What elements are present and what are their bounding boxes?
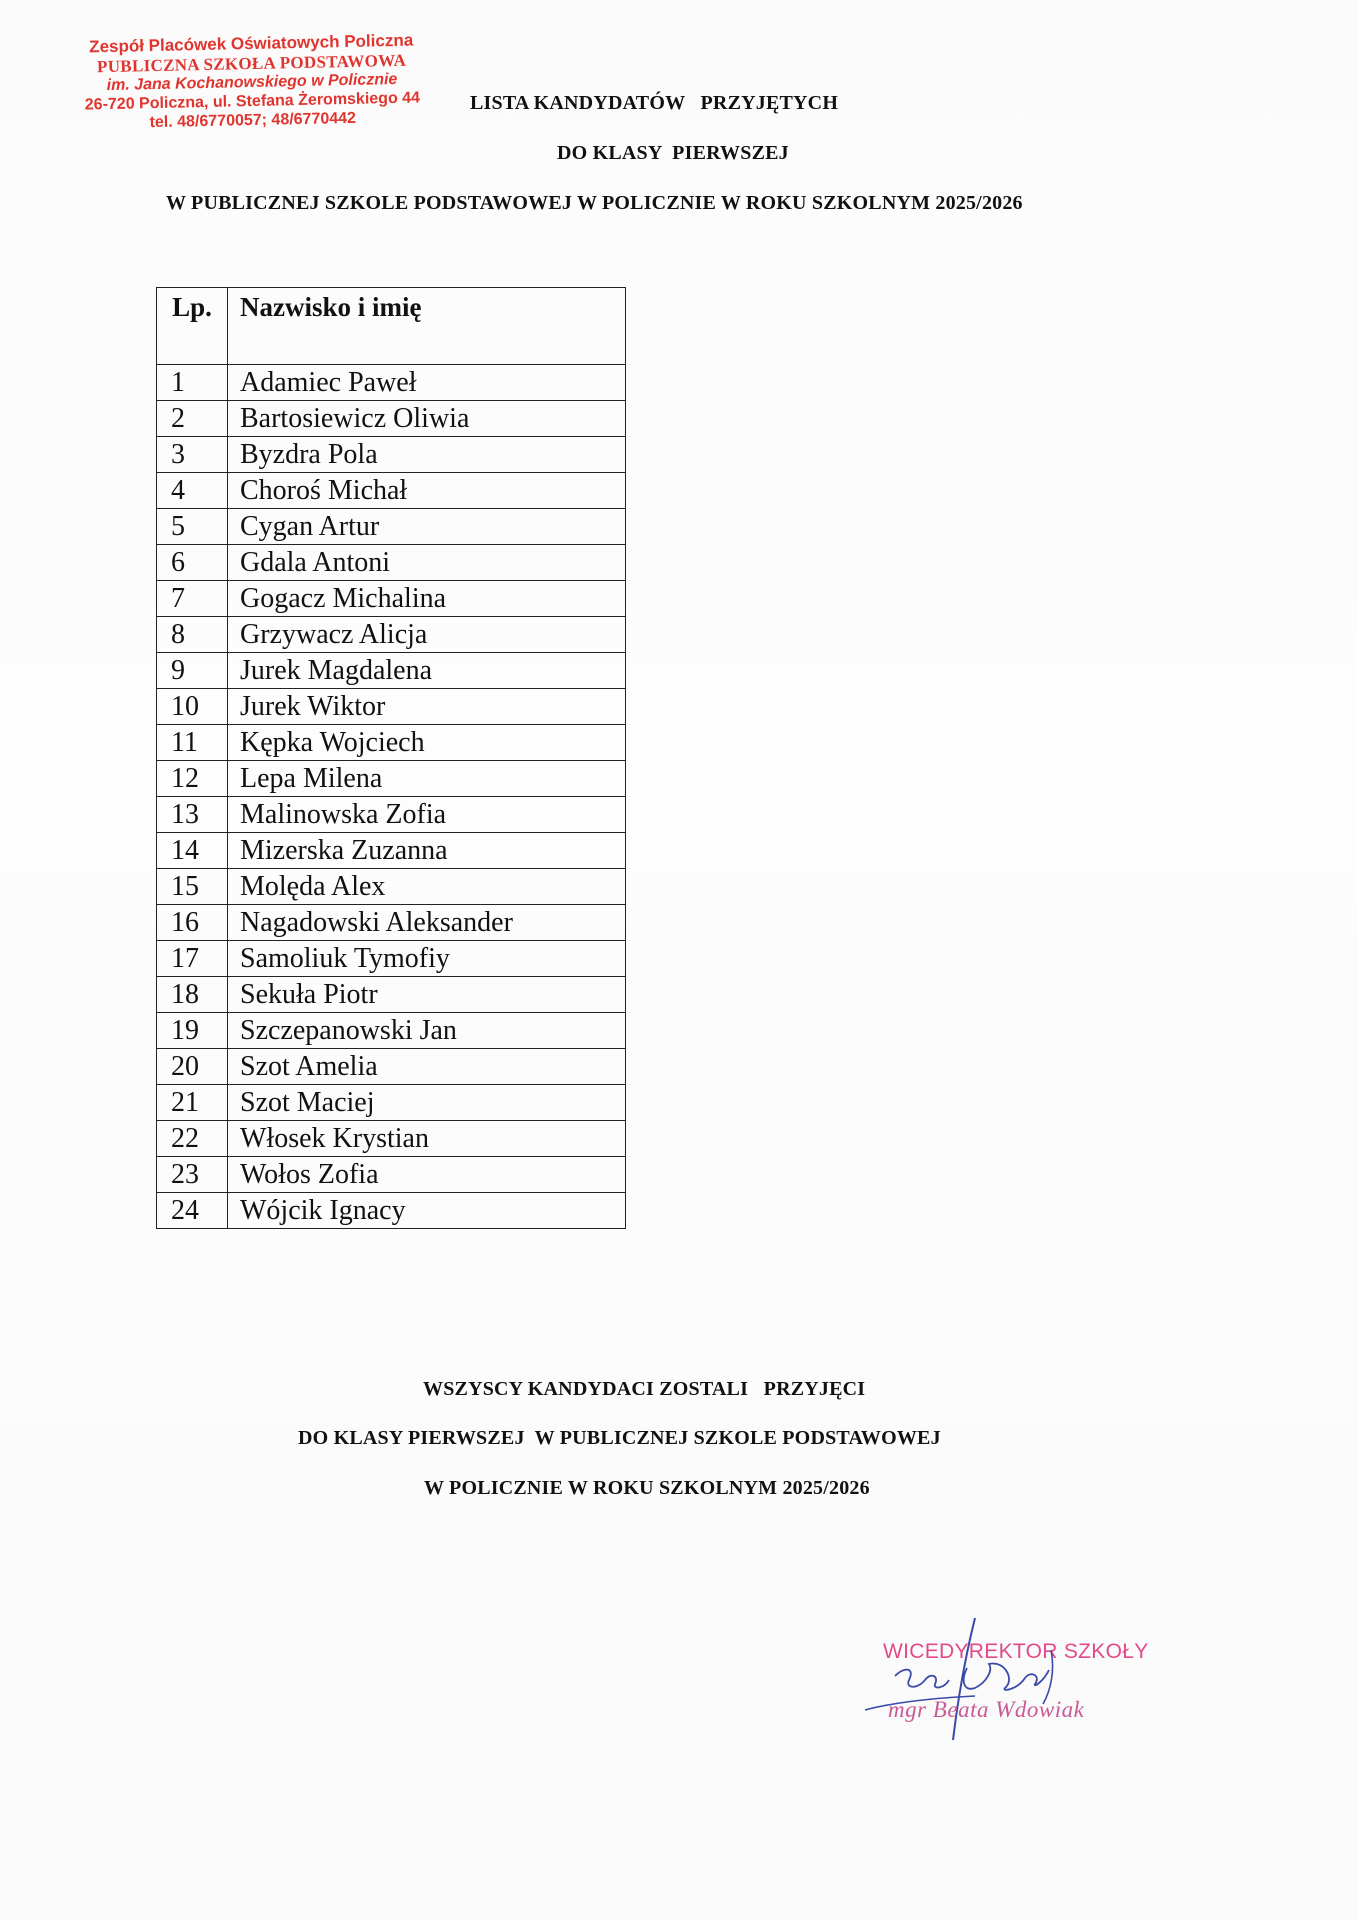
- table-row: [157, 473, 626, 509]
- page-title: LISTA KANDYDATÓW PRZYJĘTYCH: [470, 92, 839, 114]
- candidates-table: [156, 287, 626, 1229]
- row-number: 24: [157, 1193, 228, 1229]
- table-row: [157, 1085, 626, 1121]
- table-row: [157, 761, 626, 797]
- table-row: [157, 725, 626, 761]
- row-number: 10: [157, 689, 228, 725]
- row-number: 19: [157, 1013, 228, 1049]
- candidate-name: Włosek Krystian: [228, 1121, 626, 1157]
- row-number: 5: [157, 509, 228, 545]
- page-subtitle-school: W PUBLICZNEJ SZKOLE PODSTAWOWEJ W POLICZNIE W ROKU SZKOLNYM 2025/2026: [166, 192, 1023, 214]
- row-number: 13: [157, 797, 228, 833]
- footer-line-1: WSZYSCY KANDYDACI ZOSTALI PRZYJĘCI: [423, 1378, 866, 1400]
- row-number: 14: [157, 833, 228, 869]
- table-row: [157, 365, 626, 401]
- table-row: [157, 1121, 626, 1157]
- table-row: [157, 509, 626, 545]
- table-row: [157, 833, 626, 869]
- column-header-lp: Lp.: [157, 288, 228, 365]
- candidate-name: Gdala Antoni: [228, 545, 626, 581]
- signature-title-stamp: WICEDYREKTOR SZKOŁY: [883, 1640, 1149, 1663]
- school-stamp: [61, 30, 443, 135]
- stamp-line-school: PUBLICZNA SZKOŁA PODSTAWOWA: [96, 50, 407, 77]
- page-subtitle: DO KLASY PIERWSZEJ: [557, 142, 789, 164]
- row-number: 2: [157, 401, 228, 437]
- table-row: [157, 869, 626, 905]
- row-number: 3: [157, 437, 228, 473]
- table-header-row: [157, 288, 626, 365]
- table-row: [157, 905, 626, 941]
- stamp-line-institution: Zespół Placówek Oświatowych Policzna: [88, 30, 414, 57]
- row-number: 18: [157, 977, 228, 1013]
- row-number: 8: [157, 617, 228, 653]
- table-row: [157, 617, 626, 653]
- row-number: 11: [157, 725, 228, 761]
- candidate-name: Adamiec Paweł: [228, 365, 626, 401]
- table-row: [157, 941, 626, 977]
- candidate-name: Samoliuk Tymofiy: [228, 941, 626, 977]
- signature-name: mgr Beata Wdowiak: [888, 1697, 1085, 1722]
- candidate-name: Nagadowski Aleksander: [228, 905, 626, 941]
- column-header-name: Nazwisko i imię: [228, 288, 626, 365]
- row-number: 21: [157, 1085, 228, 1121]
- table-row: [157, 1157, 626, 1193]
- table-row: [157, 1193, 626, 1229]
- row-number: 20: [157, 1049, 228, 1085]
- footer-line-3: W POLICZNIE W ROKU SZKOLNYM 2025/2026: [424, 1477, 870, 1499]
- table-row: [157, 545, 626, 581]
- row-number: 22: [157, 1121, 228, 1157]
- row-number: 23: [157, 1157, 228, 1193]
- row-number: 6: [157, 545, 228, 581]
- row-number: 16: [157, 905, 228, 941]
- row-number: 9: [157, 653, 228, 689]
- handwritten-signature: [855, 1610, 1095, 1750]
- table-row: [157, 977, 626, 1013]
- candidate-name: Bartosiewicz Oliwia: [228, 401, 626, 437]
- candidate-name: Lepa Milena: [228, 761, 626, 797]
- candidate-name: Szot Amelia: [228, 1049, 626, 1085]
- row-number: 4: [157, 473, 228, 509]
- table-row: [157, 437, 626, 473]
- row-number: 12: [157, 761, 228, 797]
- table-row: [157, 401, 626, 437]
- candidate-name: Cygan Artur: [228, 509, 626, 545]
- table-row: [157, 797, 626, 833]
- table-body: [157, 365, 626, 1229]
- candidate-name: Mizerska Zuzanna: [228, 833, 626, 869]
- stamp-line-phone: tel. 48/6770057; 48/6770442: [149, 109, 357, 131]
- table-row: [157, 689, 626, 725]
- candidate-name: Wójcik Ignacy: [228, 1193, 626, 1229]
- table-row: [157, 1049, 626, 1085]
- candidate-name: Wołos Zofia: [228, 1157, 626, 1193]
- candidate-name: Byzdra Pola: [228, 437, 626, 473]
- stamp-line-patron: im. Jana Kochanowskiego w Policznie: [106, 71, 398, 95]
- candidate-name: Jurek Wiktor: [228, 689, 626, 725]
- table-row: [157, 581, 626, 617]
- candidate-name: Jurek Magdalena: [228, 653, 626, 689]
- candidate-name: Sekuła Piotr: [228, 977, 626, 1013]
- stamp-line-address: 26-720 Policzna, ul. Stefana Żeromskiego 44: [84, 89, 421, 114]
- candidate-name: Szot Maciej: [228, 1085, 626, 1121]
- row-number: 17: [157, 941, 228, 977]
- table-row: [157, 653, 626, 689]
- candidate-name: Kępka Wojciech: [228, 725, 626, 761]
- candidate-name: Gogacz Michalina: [228, 581, 626, 617]
- row-number: 1: [157, 365, 228, 401]
- table-row: [157, 1013, 626, 1049]
- candidate-name: Malinowska Zofia: [228, 797, 626, 833]
- row-number: 7: [157, 581, 228, 617]
- candidate-name: Choroś Michał: [228, 473, 626, 509]
- candidate-name: Molęda Alex: [228, 869, 626, 905]
- row-number: 15: [157, 869, 228, 905]
- footer-line-2: DO KLASY PIERWSZEJ W PUBLICZNEJ SZKOLE PODSTAWOWEJ: [298, 1427, 941, 1449]
- candidate-name: Szczepanowski Jan: [228, 1013, 626, 1049]
- candidate-name: Grzywacz Alicja: [228, 617, 626, 653]
